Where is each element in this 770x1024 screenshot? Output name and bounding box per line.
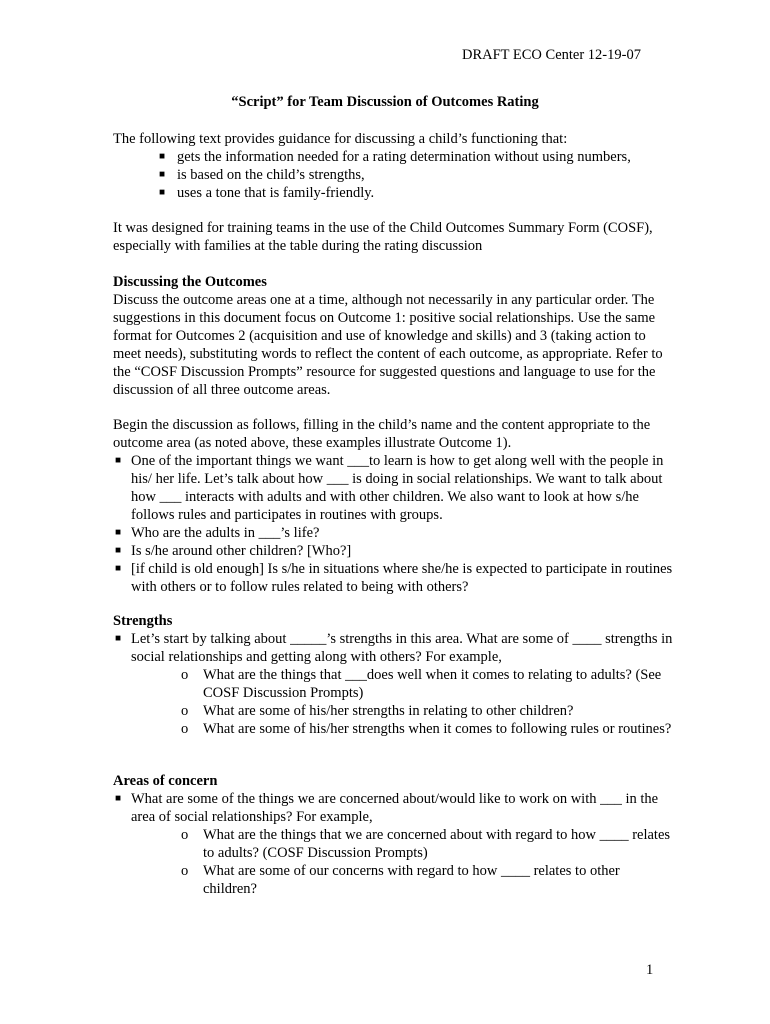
list-item: o What are the things that we are concerned about with regard to how ____ relates to adults? (COSF Discussion Prompts) xyxy=(181,827,671,861)
intro-section xyxy=(113,130,673,202)
strengths-heading: Strengths xyxy=(113,613,173,629)
list-item: ■ uses a tone that is family-friendly. xyxy=(159,185,375,201)
begin-bullet-list xyxy=(113,452,673,596)
list-item: ■ One of the important things we want ___to learn is how to get along well with the people in his/ her life. Let’s talk about how ___ is doing in social relationships. We want to talk about how ___ interacts with adults and with other children. We also want to look at how s/he follows rules and participates in routines with groups. xyxy=(115,453,664,523)
circle-bullet-icon: o xyxy=(181,703,189,719)
begin-text: Begin the discussion as follows, filling in the child’s name and the content appropriate to the outcome area (as noted above, these examples illustrate Outcome 1). xyxy=(113,417,651,451)
discussing-heading: Discussing the Outcomes xyxy=(113,274,267,290)
draft-header: DRAFT ECO Center 12-19-07 xyxy=(462,47,641,63)
strengths-sub-list xyxy=(113,666,673,738)
circle-bullet-icon: o xyxy=(181,827,189,843)
square-bullet-icon: ■ xyxy=(115,563,122,574)
list-item: o What are some of his/her strengths when it comes to following rules or routines? xyxy=(181,721,672,737)
list-item: o What are some of his/her strengths in relating to other children? xyxy=(181,703,574,719)
circle-bullet-icon: o xyxy=(181,721,189,737)
intro-lead: The following text provides guidance for discussing a child’s functioning that: xyxy=(113,131,568,147)
strengths-section xyxy=(113,612,673,738)
square-bullet-icon: ■ xyxy=(159,169,166,180)
circle-bullet-icon: o xyxy=(181,863,189,879)
discussing-text: Discuss the outcome areas one at a time, although not necessarily in any particular order. The suggestions in this document focus on Outcome 1: positive social relationships. Use the same format for Outcomes 2 (acquisition and use of knowledge and skills) and 3 (taking action to meet needs), substituting words to reflect the content of each outcome, as appropriate. Refer to the “COSF Discussion Prompts” resource for suggested questions and language to use for the discussion of all three outcome areas. xyxy=(113,292,663,398)
square-bullet-icon: ■ xyxy=(115,633,122,644)
square-bullet-icon: ■ xyxy=(115,793,122,804)
circle-bullet-icon: o xyxy=(181,667,189,683)
square-bullet-icon: ■ xyxy=(159,187,166,198)
list-item: ■ gets the information needed for a rating determination without using numbers, xyxy=(159,149,631,165)
list-item: ■ Let’s start by talking about _____’s strengths in this area. What are some of ____ strengths in social relationships and getting along with others? For example, xyxy=(115,631,673,665)
intro-bullet-list xyxy=(113,148,673,202)
purpose-paragraph: It was designed for training teams in the use of the Child Outcomes Summary Form (COSF), especially with families at the table during the rating discussion xyxy=(113,220,653,254)
square-bullet-icon: ■ xyxy=(159,151,166,162)
list-item: ■ [if child is old enough] Is s/he in situations where she/he is expected to participate in routines with others or to follow rules related to being with others? xyxy=(115,561,673,595)
strengths-bullet-list xyxy=(113,630,673,666)
list-item: o What are the things that ___does well when it comes to relating to adults? (See COSF Discussion Prompts) xyxy=(181,667,662,701)
list-item: ■ What are some of the things we are concerned about/would like to work on with ___ in the area of social relationships? For example, xyxy=(115,791,659,825)
concerns-heading: Areas of concern xyxy=(113,773,218,789)
concerns-section xyxy=(113,772,673,898)
list-item: ■ Who are the adults in ___’s life? xyxy=(115,525,320,541)
list-item: ■ is based on the child’s strengths, xyxy=(159,167,365,183)
page-title: “Script” for Team Discussion of Outcomes Rating xyxy=(231,94,539,110)
page-number: 1 xyxy=(646,962,654,978)
begin-section xyxy=(113,416,673,596)
list-item: ■ Is s/he around other children? [Who?] xyxy=(115,543,352,559)
concerns-bullet-list xyxy=(113,790,673,826)
square-bullet-icon: ■ xyxy=(115,527,122,538)
square-bullet-icon: ■ xyxy=(115,545,122,556)
concerns-sub-list xyxy=(113,826,673,898)
discussing-section xyxy=(113,273,673,399)
square-bullet-icon: ■ xyxy=(115,455,122,466)
list-item: o What are some of our concerns with regard to how ____ relates to other children? xyxy=(181,863,620,897)
